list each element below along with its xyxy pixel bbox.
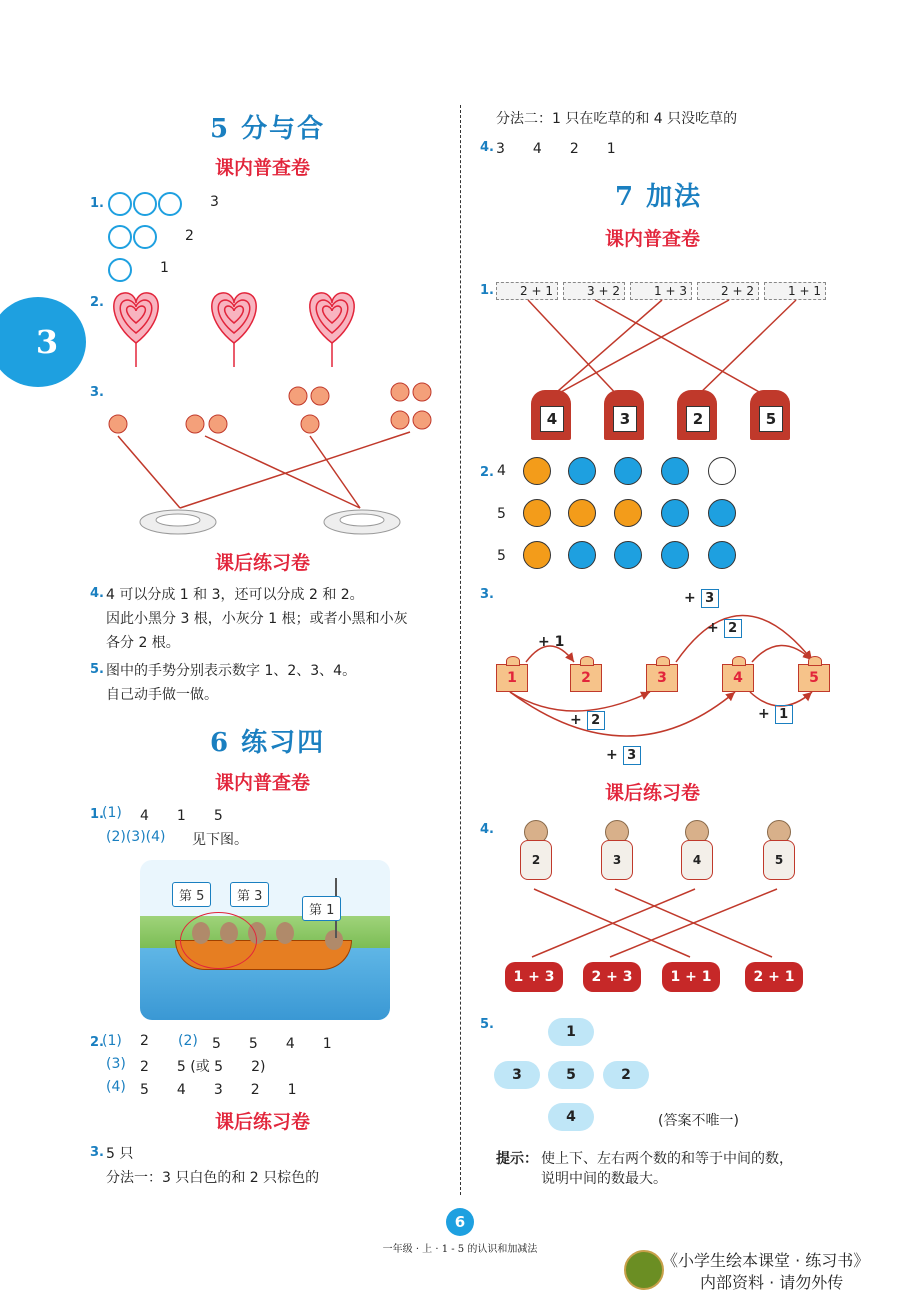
- gift-box: 1: [496, 664, 528, 692]
- brand-logo-icon: [624, 1250, 664, 1290]
- boat-tag-3: 第 3: [230, 882, 269, 907]
- q4b-matching-lines: [500, 885, 820, 960]
- circle-icon: [133, 225, 157, 249]
- circle-icon: [108, 225, 132, 249]
- section-7-subtitle-after-class: 课后练习卷: [605, 782, 701, 804]
- q3-label: 3.: [90, 385, 104, 400]
- heart-icon: [310, 293, 354, 367]
- hint-label: 提示：: [496, 1151, 538, 1167]
- blue-dot: [708, 541, 736, 569]
- mailbox-icon: [531, 390, 571, 440]
- section-5-subtitle-after-class: 课后练习卷: [215, 552, 311, 574]
- blue-dot: [568, 541, 596, 569]
- orange-dot: [568, 499, 596, 527]
- s6-q3-line-2: 分法一：3 只白色的和 2 只棕色的: [106, 1170, 320, 1186]
- section-6-title: 6 练习四: [210, 728, 326, 758]
- mailbox-number: 2: [686, 406, 710, 432]
- s6-q1-answers-1: 4 1 5: [140, 808, 223, 824]
- mailbox-icon: [677, 390, 717, 440]
- cloud-left: 3: [494, 1061, 540, 1089]
- brand-line-1: 《小学生绘本课堂 · 练习书》: [662, 1251, 870, 1270]
- column-divider: [460, 105, 461, 1195]
- q1-row-1-value: 3: [210, 194, 219, 210]
- circle-icon: [158, 192, 182, 216]
- gift-box: 2: [570, 664, 602, 692]
- blue-dot: [568, 457, 596, 485]
- heart-icon: [212, 293, 256, 367]
- blue-dot: [661, 541, 689, 569]
- blue-dot: [661, 499, 689, 527]
- r-q2-label: 2.: [480, 465, 494, 480]
- boat-tag-1: 第 1: [302, 896, 341, 921]
- astronaut-icon: 2: [514, 820, 554, 882]
- circle-icon: [108, 192, 132, 216]
- plate-icon: [140, 510, 400, 534]
- cloud-bottom: 4: [548, 1103, 594, 1131]
- page-number: 6: [446, 1208, 474, 1236]
- section-6-subtitle-in-class: 课内普查卷: [215, 772, 311, 794]
- s6-q1-answers-2: 见下图。: [192, 832, 248, 848]
- addition-card: 1 + 1: [764, 282, 826, 300]
- circle-icon: [133, 192, 157, 216]
- section-5-title: 5 分与合: [210, 114, 326, 144]
- q1-row-2-value: 2: [185, 228, 194, 244]
- mailbox-number: 5: [759, 406, 783, 432]
- q1-label: 1.: [90, 196, 104, 211]
- s6-q2-part-3: (3): [106, 1056, 126, 1072]
- s6-q2-answer-3: 2 5 (或 5 2): [140, 1059, 266, 1075]
- blue-dot: [614, 457, 642, 485]
- arrow-label-plus-3-bottom: + 3: [606, 746, 641, 765]
- footer-caption: 一年级 · 上 · 1 - 5 的认识和加减法: [382, 1244, 538, 1255]
- q5-label: 5.: [90, 662, 104, 677]
- chapter-tab: 3: [0, 297, 86, 387]
- astronaut-icon: 5: [757, 820, 797, 882]
- s6-q1-part-2: (2)(3)(4): [106, 829, 166, 845]
- mailbox-number: 4: [540, 406, 564, 432]
- q5-note: (答案不唯一): [658, 1113, 739, 1129]
- s6-q2-answer-4: 5 4 3 2 1: [140, 1082, 297, 1098]
- drum-icon: 2 + 1: [745, 962, 803, 992]
- s6-q2-answer-1: 2: [140, 1033, 149, 1049]
- s6-q3-line-1: 5 只: [106, 1146, 134, 1162]
- orange-dot: [523, 541, 551, 569]
- arrow-label-plus-2-top: + 2: [707, 619, 742, 638]
- q5-line-1: 图中的手势分别表示数字 1、2、3、4。: [106, 663, 357, 679]
- cloud-right: 2: [603, 1061, 649, 1089]
- section-5-subtitle-in-class: 课内普查卷: [215, 157, 311, 179]
- section-7-title: 7 加法: [615, 182, 703, 212]
- q2-label: 2.: [90, 295, 104, 310]
- brand-line-2: 内部资料 · 请勿外传: [700, 1273, 844, 1292]
- q4-label: 4.: [90, 586, 104, 601]
- r-q3-label: 3.: [480, 587, 494, 602]
- drum-icon: 1 + 3: [505, 962, 563, 992]
- section-7-subtitle-in-class: 课内普查卷: [605, 228, 701, 250]
- heart-lollipops-illustration: [100, 285, 380, 370]
- r-q1-label: 1.: [480, 283, 494, 298]
- s6-q3-label: 3.: [90, 1145, 104, 1160]
- q2-row-3-value: 5: [497, 548, 506, 564]
- gift-box: 3: [646, 664, 678, 692]
- r-q4b-label: 4.: [480, 822, 494, 837]
- q1-row-3-value: 1: [160, 260, 169, 276]
- hint-line-1: 使上下、左右两个数的和等于中间的数，: [541, 1151, 793, 1167]
- hint-line-2: 说明中间的数最大。: [541, 1171, 667, 1187]
- blue-dot: [614, 541, 642, 569]
- gift-box: 4: [722, 664, 754, 692]
- method-2-text: 分法二：1 只在吃草的和 4 只没吃草的: [496, 111, 738, 127]
- addition-card: 2 + 1: [496, 282, 558, 300]
- s6-q2-label: 2.: [90, 1035, 104, 1050]
- mouse-icon: [276, 922, 294, 944]
- addition-card: 3 + 2: [563, 282, 625, 300]
- s6-q2-part-1: (1): [102, 1033, 122, 1049]
- s6-q1-label: 1.: [90, 807, 104, 822]
- blue-dot: [661, 457, 689, 485]
- s6-q2-answer-2: 5 5 4 1: [212, 1036, 332, 1052]
- orange-dot: [523, 457, 551, 485]
- boat-tag-5: 第 5: [172, 882, 211, 907]
- mailbox-icon: [750, 390, 790, 440]
- blue-dot: [708, 499, 736, 527]
- matching-lines: [118, 432, 410, 508]
- mouse-icon: [325, 930, 343, 950]
- cloud-top: 1: [548, 1018, 594, 1046]
- q4-line-2: 因此小黑分 3 根，小灰分 1 根；或者小黑和小灰: [106, 611, 408, 627]
- peaches-plates-illustration: [100, 380, 450, 545]
- q5-line-2: 自己动手做一做。: [106, 687, 218, 703]
- drum-icon: 2 + 3: [583, 962, 641, 992]
- arrow-label-plus-1-bottom: + 1: [758, 705, 793, 724]
- circle-icon: [108, 258, 132, 282]
- mailbox-icon: [604, 390, 644, 440]
- astronaut-icon: 4: [675, 820, 715, 882]
- empty-dot: [708, 457, 736, 485]
- s6-q2-part-2: (2): [178, 1033, 198, 1049]
- q2-row-2-value: 5: [497, 506, 506, 522]
- q4-line-1: 4 可以分成 1 和 3，还可以分成 2 和 2。: [106, 587, 364, 603]
- cloud-center: 5: [548, 1061, 594, 1089]
- addition-card: 2 + 2: [697, 282, 759, 300]
- arrow-label-plus-3-top: + 3: [684, 589, 719, 608]
- highlight-ellipse: [180, 912, 257, 969]
- r-q5-label: 5.: [480, 1017, 494, 1032]
- orange-dot: [523, 499, 551, 527]
- peach-icon: [109, 383, 431, 433]
- drum-icon: 1 + 1: [662, 962, 720, 992]
- arrow-label-plus-1: + 1: [538, 634, 565, 650]
- gift-box: 5: [798, 664, 830, 692]
- heart-icon: [114, 293, 158, 367]
- mailbox-number: 3: [613, 406, 637, 432]
- s6-q2-part-4: (4): [106, 1079, 126, 1095]
- addition-card: 1 + 3: [630, 282, 692, 300]
- r-q4-label: 4.: [480, 140, 494, 155]
- astronaut-icon: 3: [595, 820, 635, 882]
- q4-line-3: 各分 2 根。: [106, 635, 180, 651]
- s6-q1-part-1: (1): [102, 805, 122, 821]
- orange-dot: [614, 499, 642, 527]
- arrow-label-plus-2-bottom: + 2: [570, 711, 605, 730]
- q2-row-1-value: 4: [497, 463, 506, 479]
- section-6-subtitle-after-class: 课后练习卷: [215, 1111, 311, 1133]
- r-q4-values: 3 4 2 1: [496, 141, 616, 157]
